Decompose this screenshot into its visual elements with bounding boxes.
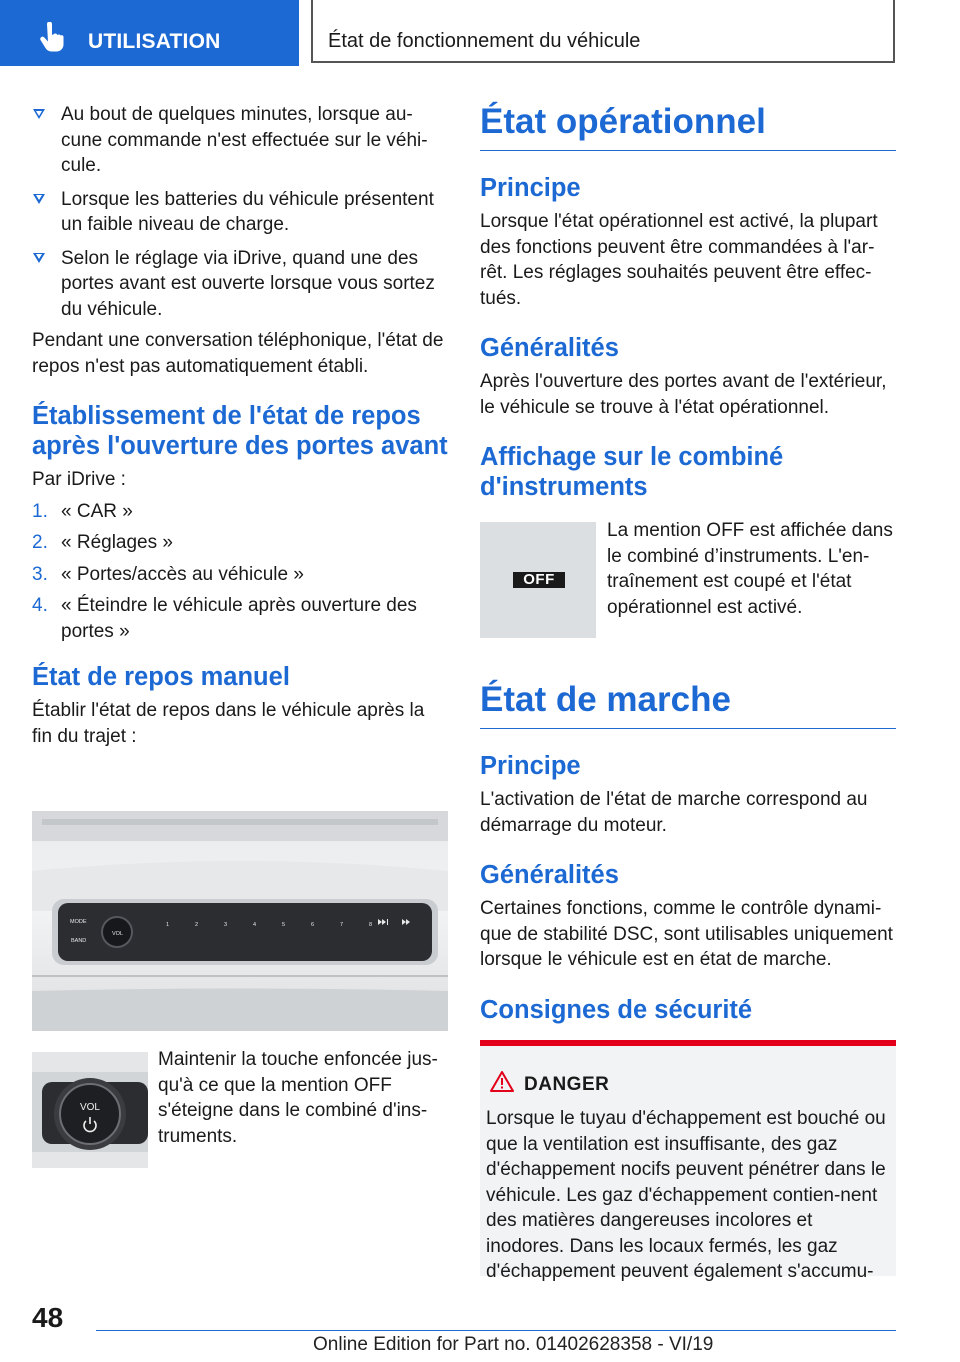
heading-operational: État opérationnel: [480, 102, 896, 151]
preset-label: 2: [195, 922, 199, 928]
vol-knob-illustration: [32, 1052, 148, 1168]
footer-divider: [96, 1330, 896, 1331]
left-column: [32, 102, 448, 749]
danger-box: [480, 1040, 896, 1282]
off-display-photo: [480, 522, 596, 638]
heading-affichage: Affichage sur le combiné d'instruments: [480, 443, 784, 501]
dashboard-illustration: [32, 811, 448, 1031]
dash-vol-label: VOL: [112, 931, 124, 937]
vol-knob-photo: [32, 1052, 148, 1168]
right-column-lower: [480, 680, 896, 1031]
heading-generalites: Généralités: [480, 334, 619, 362]
band-label: BAND: [71, 938, 87, 944]
off-indicator: OFF: [513, 572, 565, 588]
knob-instruction: Maintenir la touche enfoncée jus-qu'à ce que la mention OFF s'éteigne dans le combiné d'ins-truments.: [158, 1049, 438, 1147]
list-item: Au bout de quelques minutes, lorsque au-cune commande n'est effectuée sur le véhi-cule.: [32, 102, 448, 179]
page-number: 48: [32, 1302, 64, 1333]
list-item: 2. « Réglages »: [32, 532, 173, 553]
section-title: UTILISATION: [88, 30, 221, 53]
knob-vol-label: VOL: [79, 1102, 101, 1113]
heading-manual: État de repos manuel: [32, 663, 290, 691]
warning-triangle-icon: [490, 1070, 514, 1092]
heading-generalites: Généralités: [480, 861, 619, 889]
heading-principe: Principe: [480, 174, 581, 202]
principe-text: Lorsque l'état opérationnel est activé, la plupart des fonctions peuvent être commandées à l'ar-rêt. Les réglages souhaités peuvent être effec-tués.: [480, 211, 878, 309]
list-item: Selon le réglage via iDrive, quand une des portes avant est ouverte lorsque vous sortez du véhicule.: [32, 246, 448, 323]
manual-text: Établir l'état de repos dans le véhicule après la fin du trajet :: [32, 700, 425, 747]
right-column: [480, 102, 896, 508]
triangle-bullet-icon: [33, 109, 45, 119]
chapter-header: [311, 0, 895, 63]
preset-label: 8: [369, 922, 373, 928]
footer-edition: Online Edition for Part no. 01402628358 - VI/19: [313, 1334, 714, 1355]
list-item: 4. « Éteindre le véhicule après ouverture des portes »: [32, 595, 417, 642]
dashboard-photo: [32, 811, 448, 1031]
heading-doors: Établissement de l'état de repos après l'ouverture des portes avant: [32, 402, 448, 460]
generalites-text: Après l'ouverture des portes avant de l'extérieur, le véhicule se trouve à l'état opérationnel.: [480, 371, 887, 418]
heading-marche: État de marche: [480, 680, 896, 729]
heading-consignes: Consignes de sécurité: [480, 995, 753, 1024]
paragraph-call: Pendant une conversation téléphonique, l'état de repos n'est pas automatiquement établi.: [32, 330, 444, 377]
preset-label: 3: [224, 922, 228, 928]
generalites-text: Certaines fonctions, comme le contrôle dynami-que de stabilité DSC, sont utilisables uniquement lorsque le véhicule est en état de marche.: [480, 898, 893, 970]
list-item: 3. « Portes/accès au véhicule »: [32, 563, 304, 585]
list-item: Lorsque les batteries du véhicule présentent un faible niveau de charge.: [32, 187, 448, 238]
list-item: 1. « CAR »: [32, 500, 133, 522]
preset-label: 7: [340, 922, 344, 928]
idrive-intro: Par iDrive :: [32, 469, 126, 490]
chapter-title: État de fonctionnement du véhicule: [328, 30, 641, 52]
section-tab: [0, 0, 299, 66]
principe-text: L'activation de l'état de marche correspond au démarrage du moteur.: [480, 789, 868, 836]
affichage-text: La mention OFF est affichée dans le combiné d’instruments. L'en-traînement est coupé et l'état opérationnel est activé.: [607, 520, 893, 618]
danger-text: Lorsque le tuyau d'échappement est bouché ou que la ventilation est insuffisante, des gaz d'échappement nocifs peuvent pénétrer dans le véhicule. Les gaz d'échappement contien-nent des matières dangereuses incolores et inodores. Dans les locaux fermés, les gaz d'échappement peuvent également s'accumu-: [486, 1108, 886, 1282]
triangle-bullet-icon: [33, 253, 45, 263]
danger-label: DANGER: [524, 1074, 610, 1095]
steps-list: [32, 499, 448, 645]
heading-principe: Principe: [480, 752, 581, 780]
triangle-bullet-icon: [33, 194, 45, 204]
preset-label: 4: [253, 922, 257, 928]
preset-label: 5: [282, 922, 286, 928]
mode-label: MODE: [70, 919, 87, 925]
preset-label: 6: [311, 922, 315, 928]
hand-pointer-icon: [38, 22, 66, 52]
preset-label: 1: [166, 922, 170, 928]
